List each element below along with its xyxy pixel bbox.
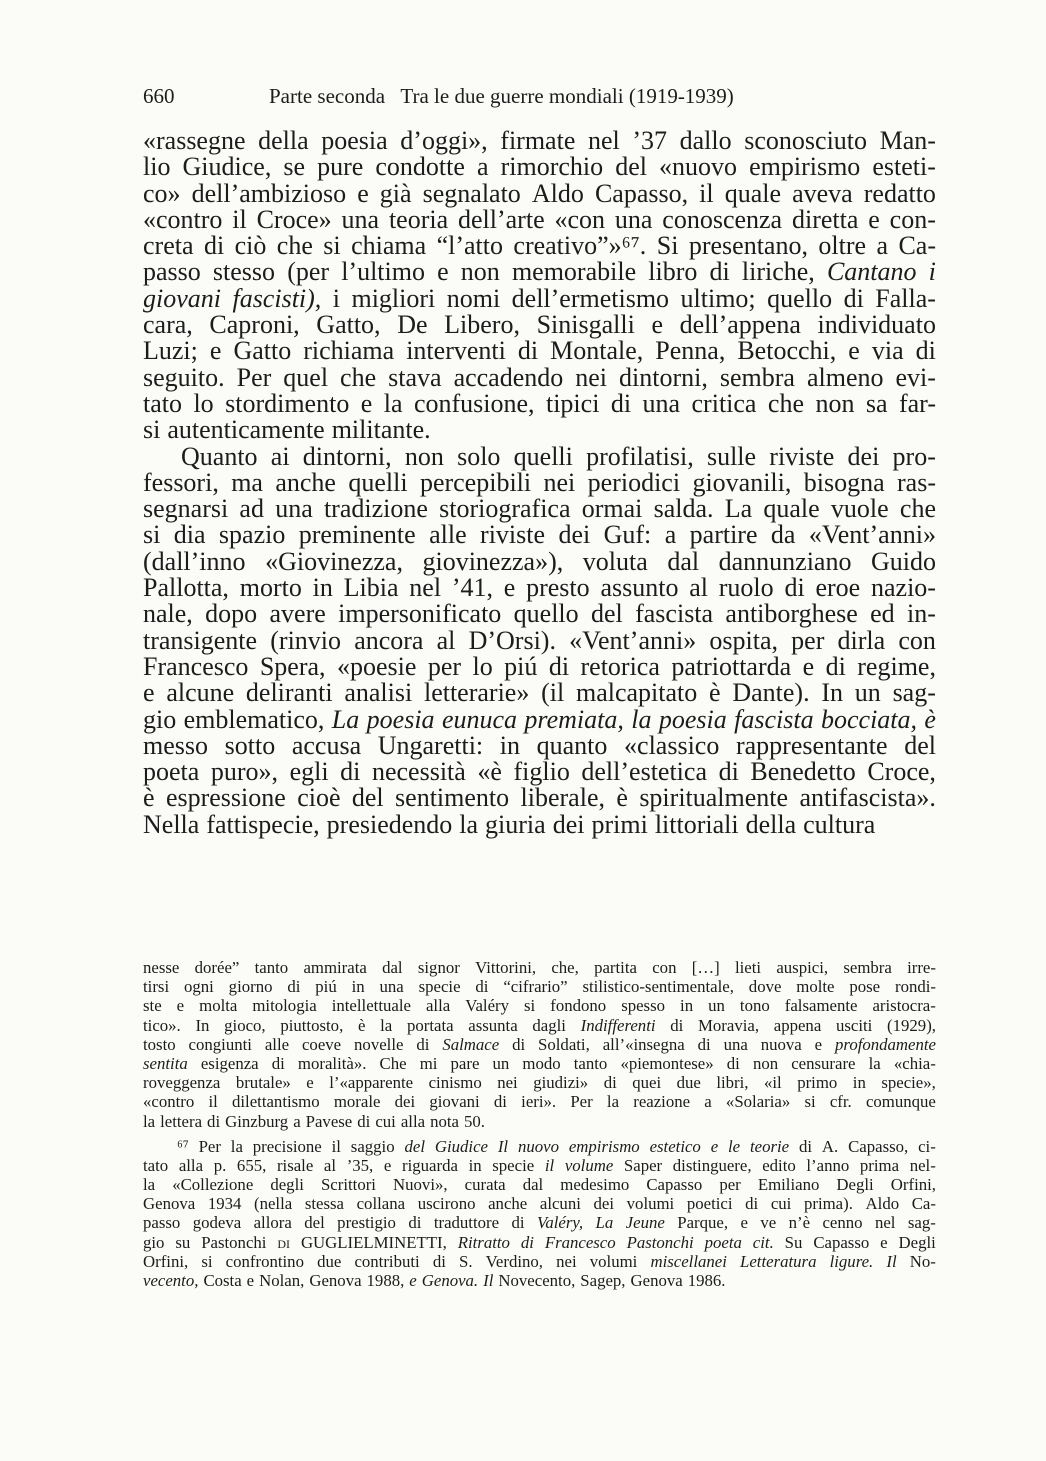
footnotes [143,958,936,1290]
text-line: creta di ciò che si chiama “l’atto creativo”»⁶⁷. Si presentano, oltre a Ca- [143,231,936,261]
text-line: «rassegne della poesia d’oggi», firmate nel ’37 dallo sconosciuto Man- [143,126,936,155]
text-line: segnarsi ad una tradizione storiografica ormai salda. La quale vuole che [143,494,936,524]
text-line: passo stesso (per l’ultimo e non memorabile libro di liriche, Cantano i [143,257,936,287]
running-title: Parte seconda Tra le due guerre mondiali (1919-1939) [269,84,734,108]
footnote-line: passo godeva allora del prestigio di traduttore di Valéry, La Jeune Parque, e ve n’è cenno nel sag- [143,1213,936,1233]
text-line: e alcune deliranti analisi letterarie» (il malcapitato è Dante). In un sag- [143,678,936,708]
footnote-line: tico». In gioco, piuttosto, è la portata assunta dagli Indifferenti di Moravia, appena usciti (1929), [143,1015,936,1035]
footnote-line: tosto congiunti alle coeve novelle di Salmace di Soldati, all’«insegna di una nuova e profondamente [143,1034,936,1054]
footnote-line: vecento, Costa e Nolan, Genova 1988, e Genova. Il Novecento, Sagep, Genova 1986. [143,1271,726,1290]
footnote-line: gio su Pastonchi di GUGLIELMINETTI, Ritratto di Francesco Pastonchi poeta cit. Su Capasso e Degli [143,1232,936,1252]
footnote-line: Orfini, si confrontino due contributi di S. Verdino, nei volumi miscellanei Letteratura ligure. Il No- [143,1251,936,1271]
page-number: 660 [143,84,175,108]
footnote-line: ⁶⁷ Per la precisione il saggio del Giudice Il nuovo empirismo estetico e le teorie di A. Capasso, ci- [177,1136,936,1156]
footnote-line: sentita esigenza di moralità». Che mi pare un modo tanto «piemontese» di non censurare la «chia- [143,1053,936,1073]
footnote-line: nesse dorée” tanto ammirata dal signor Vittorini, che, partita con […] lieti auspici, sembra irre- [143,958,936,977]
footnote-line: Genova 1934 (nella stessa collana uscirono anche alcuni dei volumi poetici di cui prima). Aldo Ca- [143,1194,936,1214]
text-line: seguito. Per quel che stava accadendo nei dintorni, sembra almeno evi- [143,362,936,392]
text-line: co» dell’ambizioso e già segnalato Aldo Capasso, il quale aveva redatto [143,178,936,208]
footnote-line: ste e molta mitologia intellettuale alla Valéry si fondono spesso in un tono falsamente aristocra- [143,996,936,1016]
footnote-line: roveggenza brutale» e l’«apparente cinismo nei giudizi» di quei due libri, «il primo in specie», [143,1073,936,1093]
running-header [143,84,734,109]
text-line: poeta puro», egli di necessità «è figlio dell’estetica di Benedetto Croce, [143,757,936,787]
text-line: si dia spazio preminente alle riviste dei Guf: a partire da «Vent’anni» [143,520,936,550]
footnote-line: la lettera di Ginzburg a Pavese di cui alla nota 50. [143,1111,485,1131]
text-line: gio emblematico, La poesia eunuca premiata, la poesia fascista bocciata, è [143,704,936,734]
text-line: messo sotto accusa Ungaretti: in quanto «classico rappresentante del [143,730,936,760]
text-line: «contro il Croce» una teoria dell’arte «con una conoscenza diretta e con- [143,204,936,234]
text-line: transigente (rinvio ancora al D’Orsi). «Vent’anni» ospita, per dirla con [143,625,936,655]
text-line: (dall’inno «Giovinezza, giovinezza»), voluta dal dannunziano Guido [143,546,936,576]
text-line: Luzi; e Gatto richiama interventi di Montale, Penna, Betocchi, e via di [143,336,936,366]
text-line: giovani fascisti), i migliori nomi dell’ermetismo ultimo; quello di Falla- [143,283,936,313]
text-line: si autenticamente militante. [143,415,431,445]
footnote-line: «contro il dilettantismo morale dei giovani di ieri». Per la reazione a «Solaria» si cfr. comunque [143,1092,936,1112]
text-line: cara, Caproni, Gatto, De Libero, Sinisgalli e dell’appena individuato [143,310,936,340]
text-line: lio Giudice, se pure condotte a rimorchio del «nuovo empirismo esteti- [143,152,936,182]
footnote-line: tato alla p. 655, risale al ’35, e riguarda in specie il volume Saper distinguere, edito l’anno prima nel- [143,1155,936,1175]
footnote-line: tirsi ogni giorno di piú in una specie di “cifrario” stilistico-sentimentale, dove molte pose rondi- [143,977,936,997]
text-line: è espressione cioè del sentimento liberale, è spiritualmente antifascista». [143,783,936,813]
text-line: nale, dopo avere impersonificato quello del fascista antiborghese ed in- [143,599,936,629]
footnote-line: la «Collezione degli Scrittori Nuovi», curata dal medesimo Capasso per Emiliano Degli Orfini, [143,1175,936,1195]
text-line: Pallotta, morto in Libia nel ’41, e presto assunto al ruolo di eroe nazio- [143,573,936,603]
text-line: tato lo stordimento e la confusione, tipici di una critica che non sa far- [143,388,936,418]
text-line: Francesco Spera, «poesie per lo piú di retorica patriottarda e di regime, [143,651,936,681]
text-line: fessori, ma anche quelli percepibili nei periodici giovanili, bisogna ras- [143,467,936,497]
text-line: Quanto ai dintorni, non solo quelli profilatisi, sulle riviste dei pro- [181,441,936,471]
text-line: Nella fattispecie, presiedendo la giuria dei primi littoriali della cultura [143,809,876,839]
main-text [143,128,936,838]
